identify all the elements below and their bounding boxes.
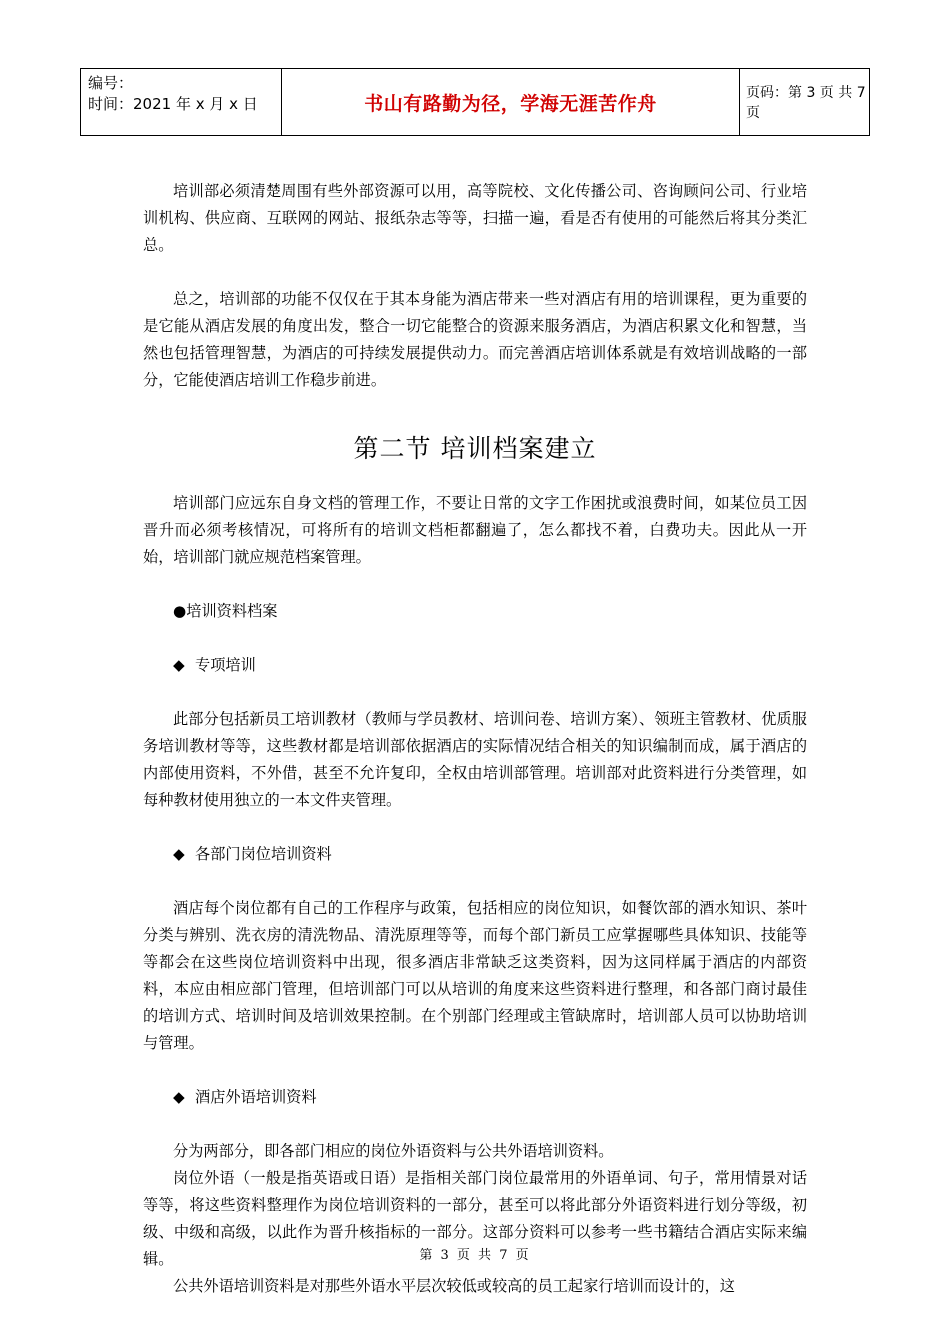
page-footer: 第 3 页 共 7 页	[419, 1248, 531, 1263]
header-info	[81, 69, 282, 135]
paragraph-archive-management: 培训部门应远东自身文档的管理工作，不要让日常的文字工作困扰或浪费时间，如某位员工因晋升而必须考核情况，可将所有的培训文档柜都翻遍了，怎么都找不着，白费功夫。因此从一开始，培训部门就应规范档案管理。	[143, 494, 807, 566]
section-title: 第二节 培训档案建立	[353, 434, 597, 463]
header-motto: 书山有路勤为径，学海无涯苦作舟	[282, 69, 740, 135]
circle-bullet-icon: ●	[173, 602, 187, 620]
paragraph-external-resources: 培训部必须清楚周围有些外部资源可以用，高等院校、文化传播公司、咨询顾问公司、行业培训机构、供应商、互联网的网站、报纸杂志等等，扫描一遍，看是否有使用的可能然后将其分类汇总。	[143, 182, 807, 254]
list-item-foreign-language	[143, 1084, 807, 1111]
header-page-label: 页码：第 3 页 共 7 页	[746, 85, 866, 121]
paragraph-foreign-intro: 分为两部分，即各部门相应的岗位外语资料与公共外语培训资料。	[173, 1142, 614, 1160]
header-number-label: 编号：	[88, 74, 134, 92]
paragraph-public-language: 公共外语培训资料是对那些外语水平层次较低或较高的员工起家行培训而设计的，这	[173, 1277, 735, 1295]
paragraph-department-training: 酒店每个岗位都有自己的工作程序与政策，包括相应的岗位知识，如餐饮部的酒水知识、茶叶分类与辨别、洗衣房的清洗物品、清洗原理等等，而每个部门新员工应掌握哪些具体知识、技能等等都会在这些岗位培训资料中出现，很多酒店非常缺乏这类资料，因为这同样属于酒店的内部资料，本应由相应部门管理，但培训部门可以从培训的角度来这些资料进行整理，和各部门商讨最佳的培训方式、培训时间及培训效果控制。在个别部门经理或主管缺席时，培训部人员可以协助培训与管理。	[143, 899, 807, 1052]
list-item-label: 酒店外语培训资料	[195, 1088, 317, 1106]
diamond-bullet-icon: ◆	[173, 656, 185, 674]
list-item-label: 专项培训	[195, 656, 256, 674]
paragraph-job-language: 岗位外语（一般是指英语或日语）是指相关部门岗位最常用的外语单词、句子，常用情景对话等等，将这些资料整理作为岗位培训资料的一部分，甚至可以将此部分外语资料进行划分等级，初级、中级和高级，以此作为晋升核指标的一部分。这部分资料可以参考一些书籍结合酒店实际来编辑。	[143, 1169, 807, 1268]
paragraph-summary: 总之，培训部的功能不仅仅在于其本身能为酒店带来一些对酒店有用的培训课程，更为重要的是它能从酒店发展的角度出发，整合一切它能整合的资源来服务酒店，为酒店积累文化和智慧，当然也包括管理智慧，为酒店的可持续发展提供动力。而完善酒店培训体系就是有效培训战略的一部分，它能使酒店培训工作稳步前进。	[143, 290, 807, 389]
list-item-label: 各部门岗位培训资料	[195, 845, 332, 863]
document-body	[143, 178, 807, 1300]
diamond-bullet-icon: ◆	[173, 1088, 185, 1106]
list-item-special-training	[143, 652, 807, 679]
list-item-label: 培训资料档案	[186, 602, 278, 620]
header-time-label: 时间：2021 年 x 月 x 日	[88, 95, 258, 113]
diamond-bullet-icon: ◆	[173, 845, 185, 863]
page-header	[80, 68, 870, 136]
paragraph-special-training: 此部分包括新员工培训教材（教师与学员教材、培训问卷、培训方案）、领班主管教材、优质服务培训教材等等，这些教材都是培训部依据酒店的实际情况结合相关的知识编制而成，属于酒店的内部使用资料，不外借，甚至不允许复印，全权由培训部管理。培训部对此资料进行分类管理，如每种教材使用独立的一本文件夹管理。	[143, 710, 807, 809]
list-item-training-archive	[143, 598, 807, 625]
list-item-department-training	[143, 841, 807, 868]
